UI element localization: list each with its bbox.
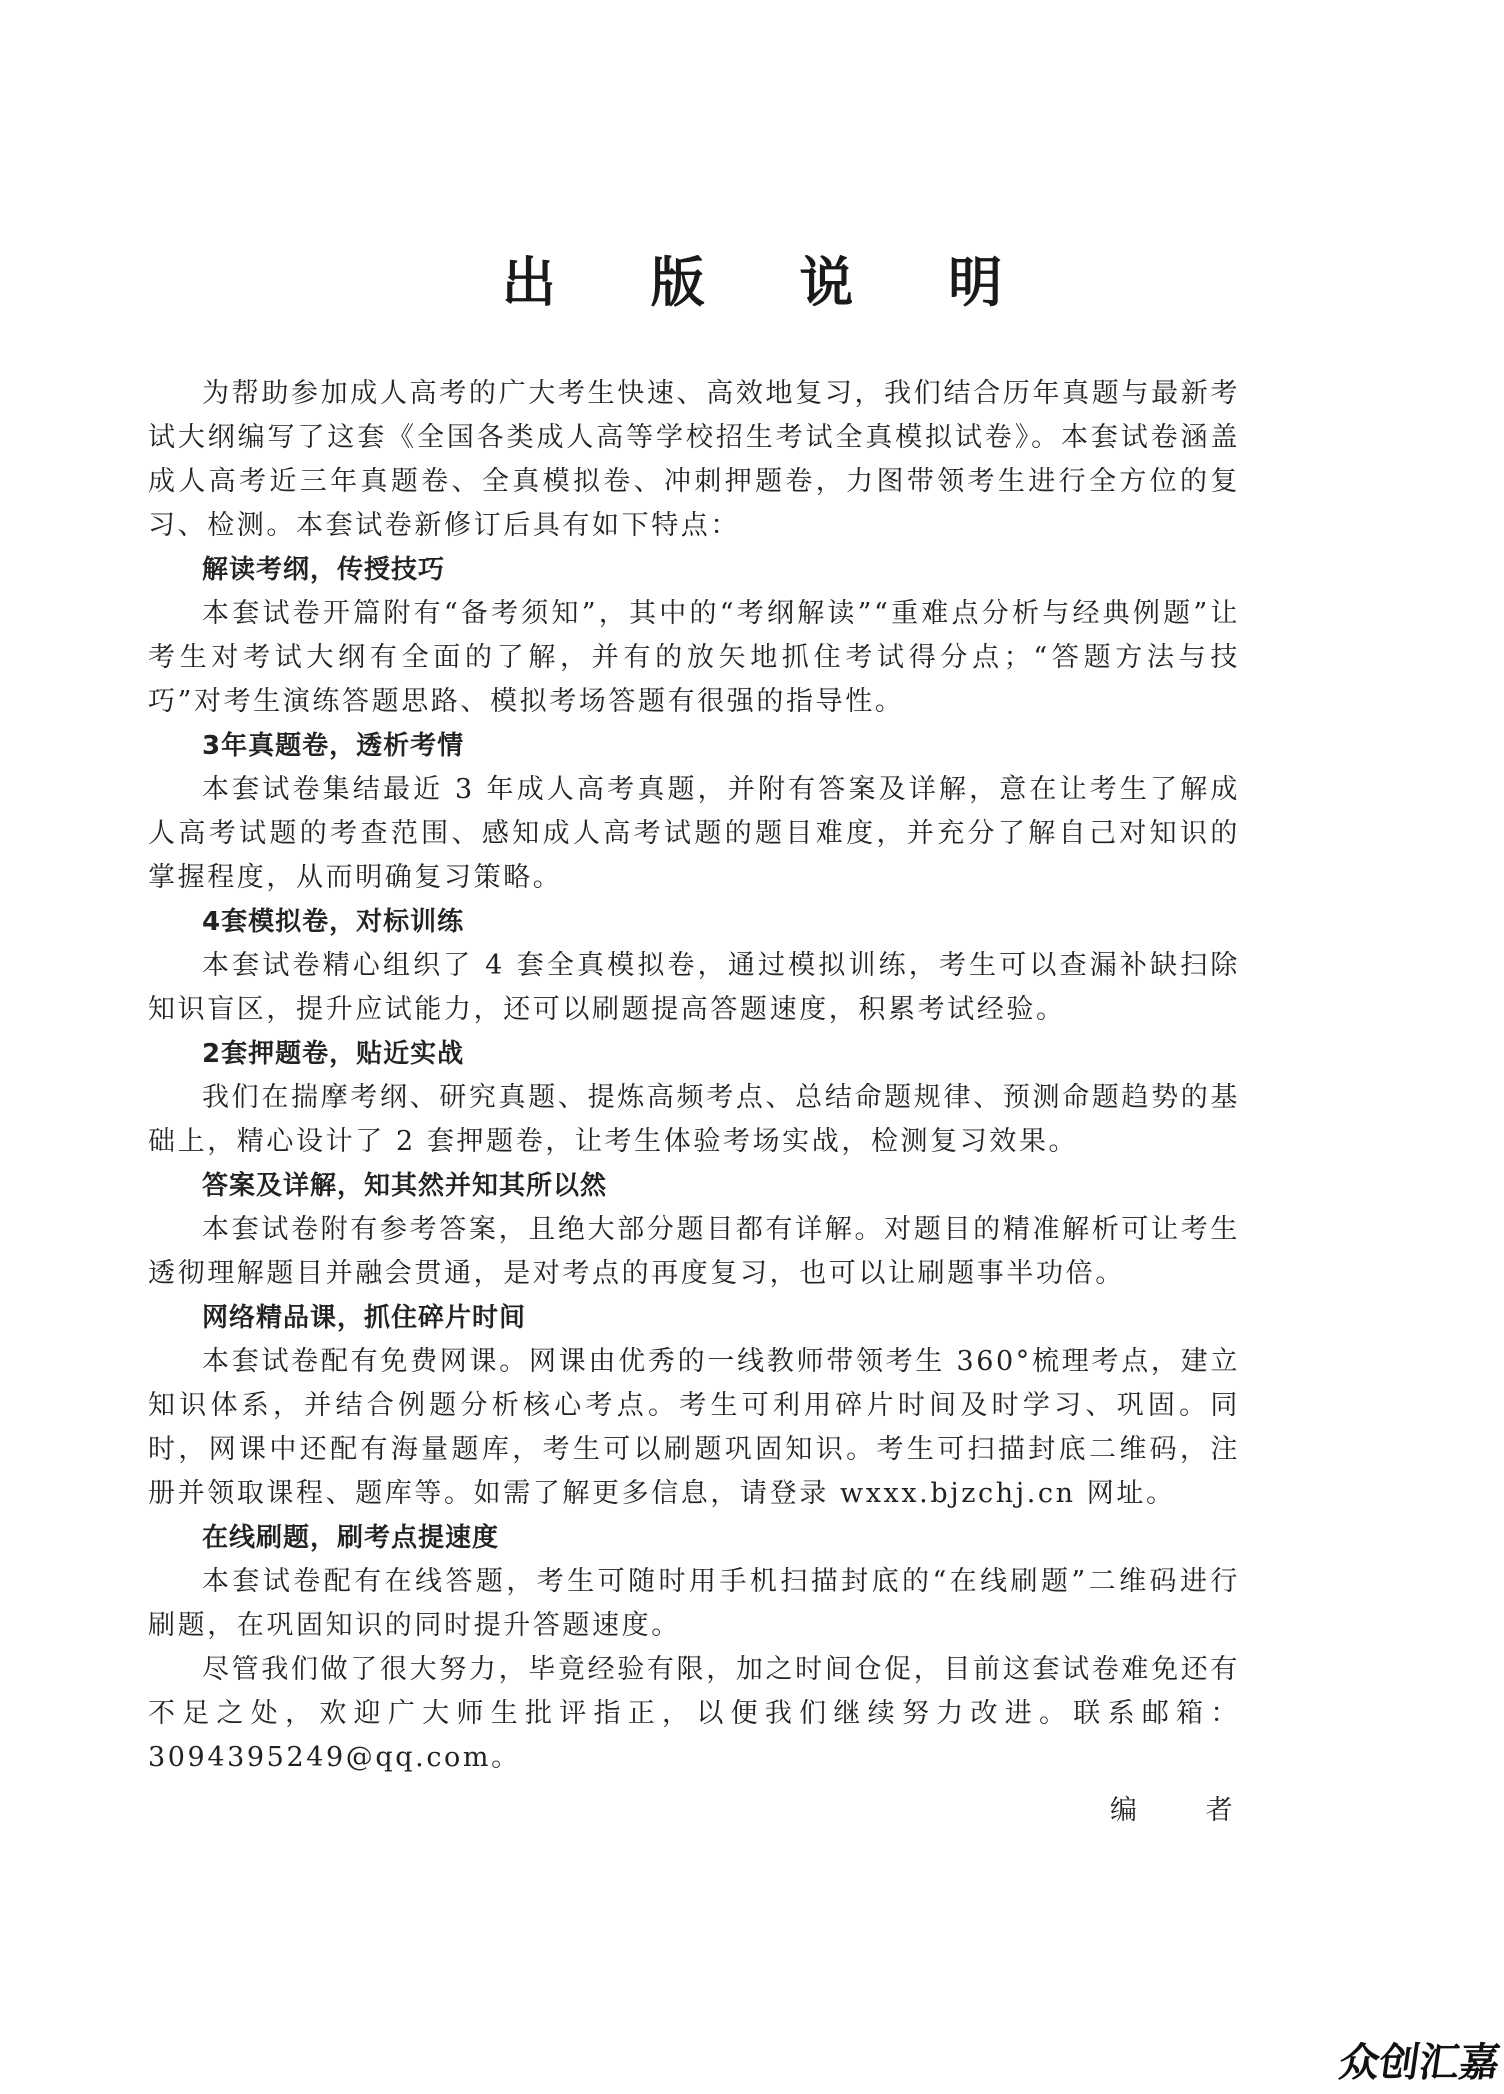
section-heading: 4套模拟卷，对标训练: [202, 907, 465, 937]
section-heading: 答案及详解，知其然并知其所以然: [202, 1171, 608, 1201]
section-paragraph: 本套试卷精心组织了 4 套全真模拟卷，通过模拟训练，考生可以查漏补缺扫除知识盲区，提升应试能力，还可以刷题提高答题速度，积累考试经验。: [148, 950, 1240, 1025]
section-paragraph: 我们在揣摩考纲、研究真题、提炼高频考点、总结命题规律、预测命题趋势的基础上，精心设计了 2 套押题卷，让考生体验考场实战，检测复习效果。: [148, 1082, 1240, 1157]
section-heading: 解读考纲，传授技巧: [202, 555, 446, 585]
watermark-logo: 众创汇嘉: [1336, 2040, 1503, 2086]
author-signature: 编 者: [1110, 1795, 1263, 1826]
section-paragraph: 本套试卷集结最近 3 年成人高考真题，并附有答案及详解，意在让考生了解成人高考试题的考查范围、感知成人高考试题的题目难度，并充分了解自己对知识的掌握程度，从而明确复习策略。: [148, 774, 1240, 893]
section-paragraph: 本套试卷配有免费网课。网课由优秀的一线教师带领考生 360°梳理考点，建立知识体系，并结合例题分析核心考点。考生可利用碎片时间及时学习、巩固。同时，网课中还配有海量题库，考生可以刷题巩固知识。考生可扫描封底二维码，注册并领取课程、题库等。如需了解更多信息，请登录 wxxx.bjzchj.cn 网址。: [148, 1346, 1240, 1509]
closing-paragraph: 尽管我们做了很大努力，毕竟经验有限，加之时间仓促，目前这套试卷难免还有不足之处，欢迎广大师生批评指正，以便我们继续努力改进。联系邮箱：3094395249@qq.com。: [148, 1654, 1240, 1773]
section-paragraph: 本套试卷开篇附有“备考须知”，其中的“考纲解读”“重难点分析与经典例题”让考生对考试大纲有全面的了解，并有的放矢地抓住考试得分点；“答题方法与技巧”对考生演练答题思路、模拟考场答题有很强的指导性。: [148, 598, 1240, 717]
page-title: 出 版 说 明: [501, 251, 1041, 314]
section-paragraph: 本套试卷附有参考答案，且绝大部分题目都有详解。对题目的精准解析可让考生透彻理解题目并融会贯通，是对考点的再度复习，也可以让刷题事半功倍。: [148, 1214, 1240, 1289]
section-heading: 在线刷题，刷考点提速度: [202, 1523, 500, 1553]
document-body: [148, 372, 1240, 1780]
section-paragraph: 本套试卷配有在线答题，考生可随时用手机扫描封底的“在线刷题”二维码进行刷题，在巩固知识的同时提升答题速度。: [148, 1566, 1240, 1641]
section-heading: 3年真题卷，透析考情: [202, 731, 465, 761]
section-heading: 2套押题卷，贴近实战: [202, 1039, 465, 1069]
intro-paragraph: 为帮助参加成人高考的广大考生快速、高效地复习，我们结合历年真题与最新考试大纲编写了这套《全国各类成人高等学校招生考试全真模拟试卷》。本套试卷涵盖成人高考近三年真题卷、全真模拟卷、冲刺押题卷，力图带领考生进行全方位的复习、检测。本套试卷新修订后具有如下特点：: [148, 378, 1240, 541]
section-heading: 网络精品课，抓住碎片时间: [202, 1303, 527, 1333]
